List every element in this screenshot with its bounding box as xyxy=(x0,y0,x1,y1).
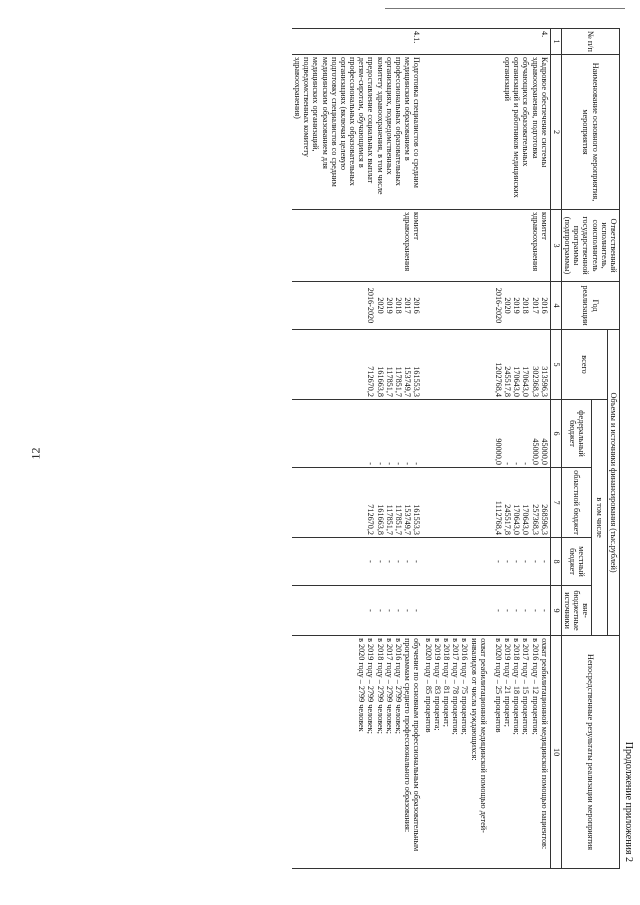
header-total: всего xyxy=(561,330,607,400)
column-number: 9 xyxy=(550,586,561,636)
row-results xyxy=(422,636,550,869)
row-local: - - - - - - xyxy=(422,538,550,586)
row-number: 4. xyxy=(422,29,550,55)
column-number: 1 xyxy=(550,29,561,55)
header-including: в том числе xyxy=(592,400,607,636)
header-executor: Ответственный исполнитель, соисполнитель государственной программы (подпрограммы) xyxy=(561,210,619,282)
row-executor: комитет здравоохранения xyxy=(292,210,423,282)
row-federal: 45000,0 45000,0 - - - 90000,0 xyxy=(422,400,550,468)
header-local: местный бюджет xyxy=(561,538,592,586)
row-federal: - - - - - - xyxy=(292,400,423,468)
row-total: 313596,3 302368,3 170643,0 170643,0 245517,8 1202768,4 xyxy=(422,330,550,400)
column-number: 2 xyxy=(550,55,561,210)
row-number: 4.1. xyxy=(292,29,423,55)
row-offbudget: - - - - - - xyxy=(292,586,423,636)
header-offbudget: вне-бюджетные источники xyxy=(561,586,592,636)
results-paragraph: обучение по основным профессиональным образовательным программам среднего профессионального образования: в 2016 году – 2799 человек; в 2017 году – 2799 человек; в 2018 году – 2799 человек; в 2019 году – 2799 человек; в 2020 году – 2799 человек xyxy=(357,638,422,852)
continuation-label: Продолжение приложения 2 xyxy=(623,741,634,862)
row-local: - - - - - - xyxy=(292,538,423,586)
header-funding: Объемы и источники финансирования (тыс.рублей) xyxy=(607,330,619,636)
header-year: Год реализации xyxy=(561,282,619,330)
page-number: 12 xyxy=(28,447,43,460)
row-regional: 268596,3 257368,3 170643,0 170643,0 245517,8 1112768,4 xyxy=(422,468,550,538)
column-number-row xyxy=(550,29,561,869)
table-row xyxy=(422,29,550,869)
row-total: 161553,3 153749,7 117851,7 117851,7 161663,8 712670,2 xyxy=(292,330,423,400)
row-years: 2016 2017 2018 2019 2020 2016-2020 xyxy=(422,282,550,330)
table-row xyxy=(292,29,423,869)
row-offbudget: - - - - - - xyxy=(422,586,550,636)
row-name: Кадровое обеспечение системы здравоохранения, подготовка обучающихся образовательных организаций и работников медицинских организаций xyxy=(422,55,550,210)
header-no: № п/п xyxy=(561,29,619,55)
program-table xyxy=(292,28,620,869)
results-paragraph: охват реабилитационной медицинской помощью детей-инвалидов от числа нуждающихся: в 2016 году – 75 процентов; в 2017 году – 78 процентов; в 2018 году – 81 процент; в 2019 году – 83 процента; в 2020 году – 85 процентов xyxy=(423,638,488,833)
row-results xyxy=(292,636,423,869)
column-number: 5 xyxy=(550,330,561,400)
column-number: 3 xyxy=(550,210,561,282)
top-rule xyxy=(385,8,625,9)
header-regional: областной бюджет xyxy=(561,468,592,538)
column-number: 6 xyxy=(550,400,561,468)
header-federal: федеральный бюджет xyxy=(561,400,592,468)
results-paragraph: охват реабилитационной медицинской помощью пациентов: в 2016 году – 12 процентов; в 2017 году – 15 процентов; в 2018 году – 18 процентов; в 2019 году – 21 процент; в 2020 году – 25 процентов xyxy=(493,638,549,850)
row-executor: комитет здравоохранения xyxy=(422,210,550,282)
row-years: 2016 2017 2018 2019 2020 2016-2020 xyxy=(292,282,423,330)
header-name: Наименование основного мероприятия, мероприятия xyxy=(561,55,619,210)
row-regional: 161553,3 153749,7 117851,7 117851,7 161663,8 712670,2 xyxy=(292,468,423,538)
column-number: 10 xyxy=(550,636,561,869)
column-number: 4 xyxy=(550,282,561,330)
header-results: Непосредственные результаты реализации мероприятия xyxy=(561,636,619,869)
row-name: Подготовка специалистов со средним медицинским образованием в профессиональных образовательных организациях, подведомственных комитету здравоохранения, в том числе предоставление социальных выплат детям-сиротам, обучающимся в профессиональных образовательных организациях (включая целевую подготовку специалистов со средним медицинским образованием для медицинских организаций, подведомственных комитету здравоохранения) xyxy=(292,55,423,210)
column-number: 8 xyxy=(550,538,561,586)
document-sheet xyxy=(46,28,636,868)
column-number: 7 xyxy=(550,468,561,538)
